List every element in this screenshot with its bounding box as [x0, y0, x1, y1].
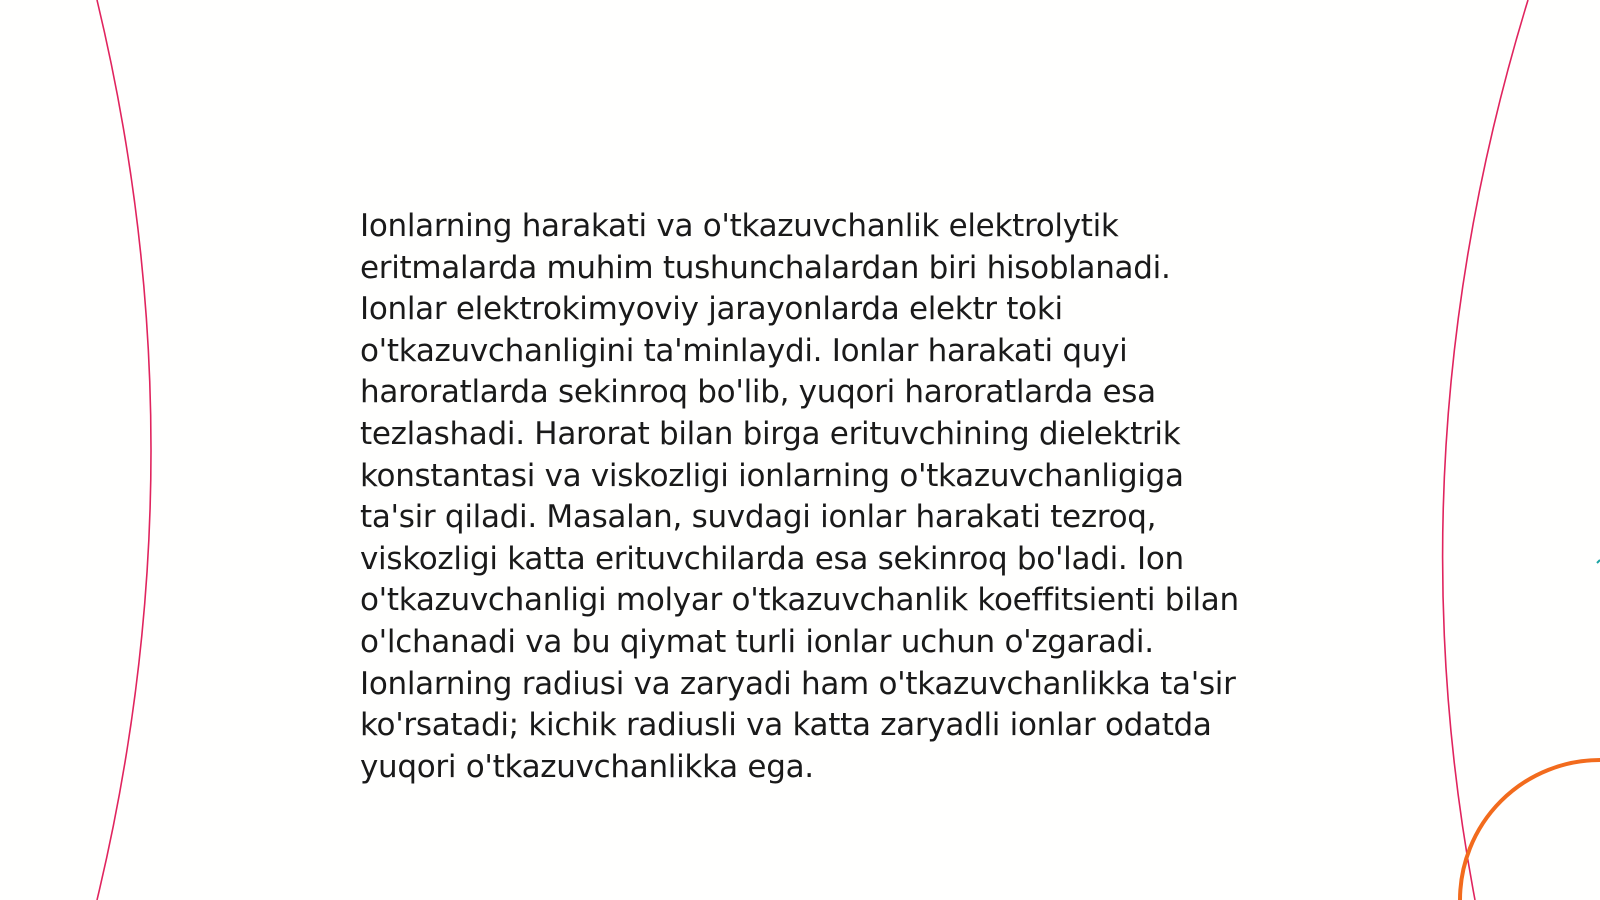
orange-ring: [1460, 760, 1600, 900]
left-arc: [97, 0, 151, 900]
body-paragraph: Ionlarning harakati va o'tkazuvchanlik elektrolytik eritmalarda muhim tushunchalardan biri hisoblanadi. Ionlar elektrokimyoviy jarayonlarda elektr toki o'tkazuvchanligini ta'minlaydi. Ionlar harakati quyi haroratlarda sekinroq bo'lib, yuqori haroratlarda esa tezlashadi. Harorat bilan birga erituvchining dielektrik konstantasi va viskozligi ionlarning o'tkazuvchanligiga ta'sir qiladi. Masalan, suvdagi ionlar harakati tezroq, viskozligi katta erituvchilarda esa sekinroq bo'ladi. Ion o'tkazuvchanligi molyar o'tkazuvchanlik koeffitsienti bilan o'lchanadi va bu qiymat turli ionlar uchun o'zgaradi. Ionlarning radiusi va zaryadi ham o'tkazuvchanlikka ta'sir ko'rsatadi; kichik radiusli va katta zaryadli ionlar odatda yuqori o'tkazuvchanlikka ega.: [360, 208, 1239, 785]
right-arc: [1443, 0, 1528, 900]
